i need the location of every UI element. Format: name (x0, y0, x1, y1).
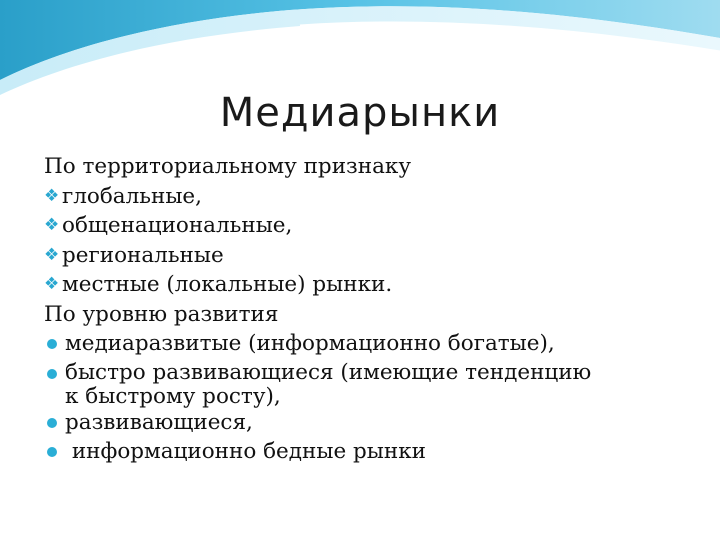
list-item: информационно бедные рынки (44, 437, 684, 467)
list-item: ❖ глобальные, (44, 182, 684, 212)
section-heading-territorial: По территориальному признаку (44, 154, 411, 179)
list-item: быстро развивающиеся (имеющие тенденцию (44, 359, 684, 386)
list-item-continuation: к быстрому росту), (65, 383, 281, 409)
v-mark-icon: ❖ (44, 274, 60, 294)
dot-bullet-icon (47, 418, 57, 428)
list-item: ❖ местные (локальные) рынки. (44, 270, 684, 300)
list-item: ❖ общенациональные, (44, 211, 684, 241)
dot-bullet-icon (47, 447, 57, 457)
list-item: развивающиеся, (44, 408, 684, 438)
list-item: ❖ региональные (44, 241, 684, 271)
dot-bullet-icon (47, 339, 57, 349)
slide-body (44, 152, 684, 467)
section-heading-development: По уровню развития (44, 301, 279, 327)
v-mark-icon: ❖ (44, 244, 60, 265)
dot-bullet-icon (47, 369, 57, 379)
list-item: медиаразвитые (информационно богатые), (44, 329, 684, 359)
slide-title: Медиарынки (219, 90, 501, 136)
v-mark-icon: ❖ (44, 215, 60, 235)
v-mark-icon: ❖ (44, 185, 60, 206)
